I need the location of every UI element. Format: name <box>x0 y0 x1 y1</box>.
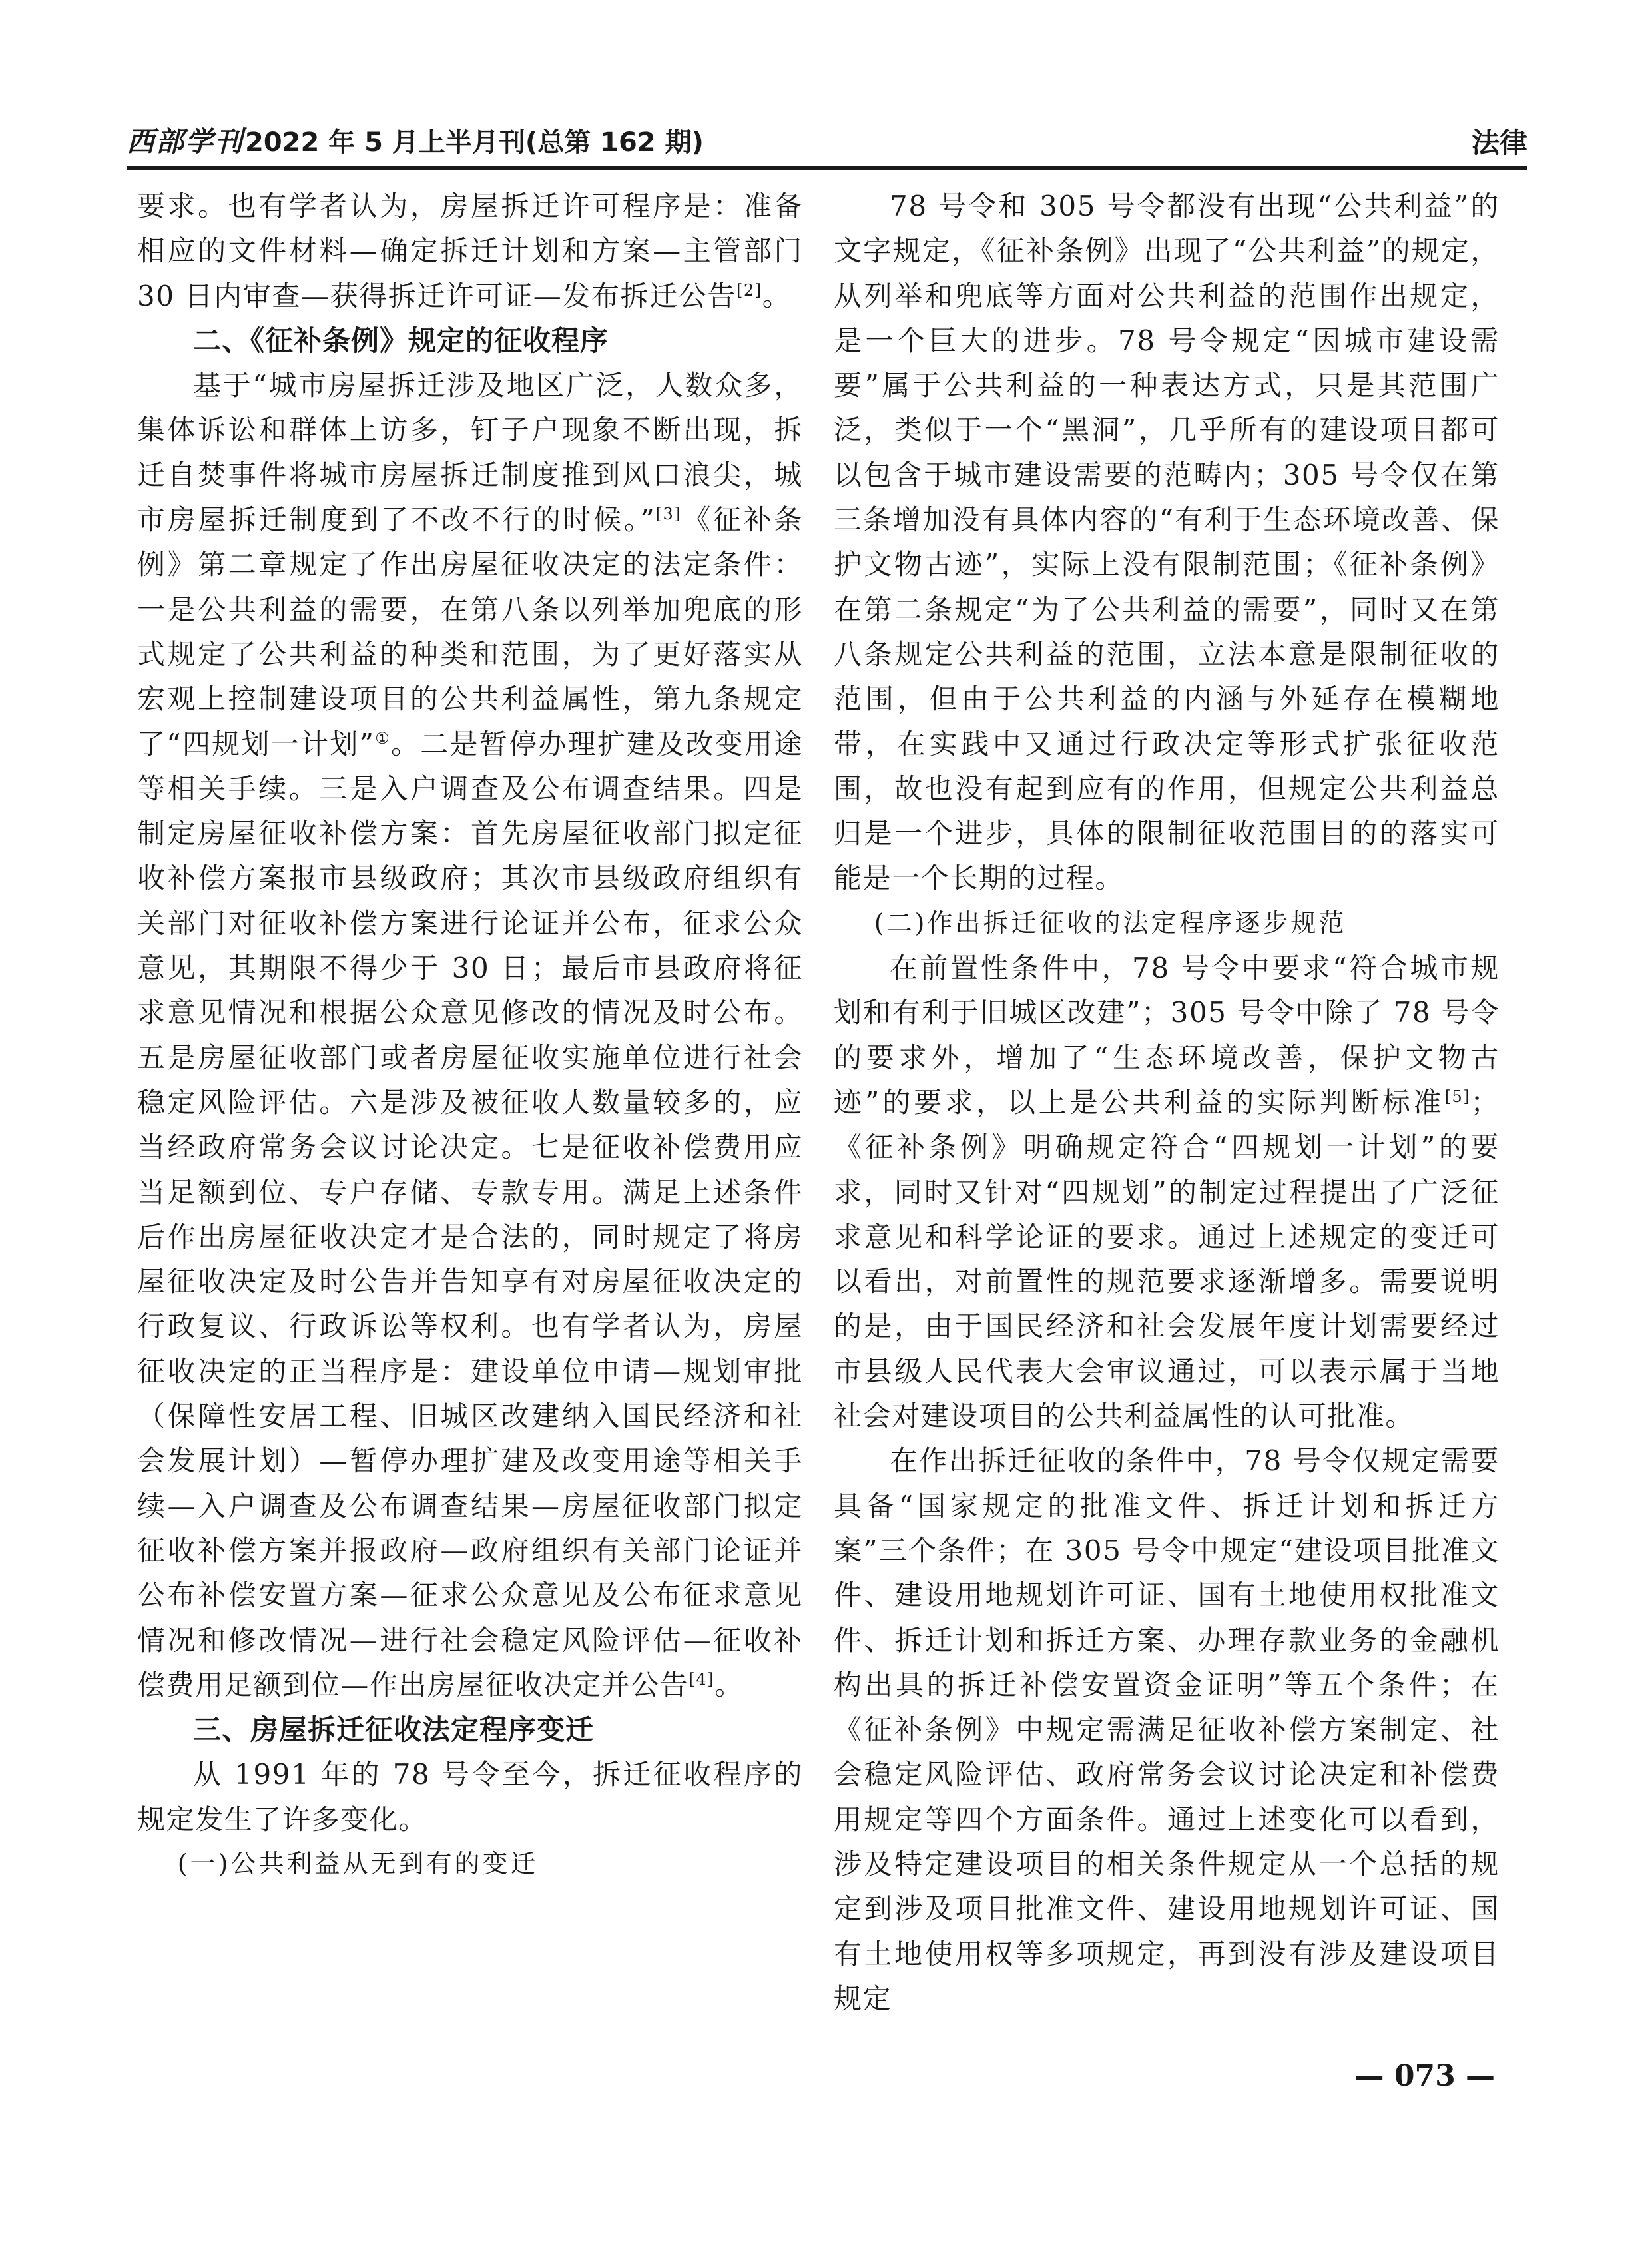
citation-ref: [5] <box>1444 1087 1471 1106</box>
header-rule <box>127 166 1527 170</box>
running-header <box>127 119 1527 165</box>
paragraph: 从 1991 年的 78 号令至今，拆迁征收程序的规定发生了许多变化。 <box>137 1758 803 1836</box>
journal-logo: 西部学刊 <box>127 125 244 158</box>
footnote-marker: ① <box>374 728 392 748</box>
issue-info: 2022 年 5 月上半月刊(总第 162 期) <box>245 127 704 158</box>
paragraph: 78 号令和 305 号令都没有出现“公共利益”的文字规定，《征补条例》出现了“公共利益”的规定，从列举和兜底等方面对公共利益的范围作出规定，是一个巨大的进步。78 号令规定“因城市建设需要”属于公共利益的一种表达方式，只是其范围广泛，类似于一个“黑洞”，几乎所有的建设项目都可以包含于城市建设需要的范畴内；305 号令仅在第三条增加没有具体内容的“有利于生态环境改善、保护文物古迹”，实际上没有限制范围；《征补条例》在第二条规定“为了公共利益的需要”，同时又在第八条规定公共利益的范围，立法本意是限制征收的范围，但由于公共利益的内涵与外延存在模糊地带，在实践中又通过行政决定等形式扩张征收范围，故也没有起到应有的作用，但规定公共利益总归是一个进步，具体的限制征收范围目的的落实可能是一个长期的过程。 <box>834 190 1500 895</box>
paragraph: 在前置性条件中，78 号令中要求“符合城市规划和有利于旧城区改建”；305 号令中除了 78 号令的要求外，增加了“生态环境改善，保护文物古迹”的要求，以上是公共利益的实际判断标准[5]；《征补条例》明确规定符合“四规划一计划”的要求，同时又针对“四规划”的制定过程提出了广泛征求意见和科学论证的要求。通过上述规定的变迁可以看出，对前置性的规范要求逐渐增多。需要说明的是，由于国民经济和社会发展年度计划需要经过市县级人民代表大会审议通过，可以表示属于当地社会对建设项目的公共利益属性的认可批准。 <box>834 952 1500 1433</box>
paragraph: 基于“城市房屋拆迁涉及地区广泛，人数众多，集体诉讼和群体上访多，钉子户现象不断出现，拆迁自焚事件将城市房屋拆迁制度推到风口浪尖，城市房屋拆迁制度到了不改不行的时候。”[3]《征补条例》第二章规定了作出房屋征收决定的法定条件：一是公共利益的需要，在第八条以列举加兜底的形式规定了公共利益的种类和范围，为了更好落实从宏观上控制建设项目的公共利益属性，第九条规定了“四规划一计划”①。二是暂停办理扩建及改变用途等相关手续。三是入户调查及公布调查结果。四是制定房屋征收补偿方案：首先房屋征收部门拟定征收补偿方案报市县级政府；其次市县级政府组织有关部门对征收补偿方案进行论证并公布，征求公众意见，其期限不得少于 30 日；最后市县政府将征求意见情况和根据公众意见修改的情况及时公布。五是房屋征收部门或者房屋征收实施单位进行社会稳定风险评估。六是涉及被征收人数量较多的，应当经政府常务会议讨论决定。七是征收补偿费用应当足额到位、专户存储、专款专用。满足上述条件后作出房屋征收决定才是合法的，同时规定了将房屋征收决定及时公告并告知享有对房屋征收决定的行政复议、行政诉讼等权利。也有学者认为，房屋征收决定的正当程序是：建设单位申请—规划审批（保障性安居工程、旧城区改建纳入国民经济和社会发展计划）—暂停办理扩建及改变用途等相关手续—入户调查及公布调查结果—房屋征收部门拟定征收补偿方案并报政府—政府组织有关部门论证并公布补偿安置方案—征求公众意见及公布征求意见情况和修改情况—进行社会稳定风险评估—征收补偿费用足额到位—作出房屋征收决定并公告[4]。 <box>137 369 803 1701</box>
section-label: 法律 <box>1471 127 1527 159</box>
section-heading: 二、《征补条例》规定的征收程序 <box>193 324 609 357</box>
section-heading: 三、房屋拆迁征收法定程序变迁 <box>193 1713 595 1747</box>
citation-ref: [4] <box>688 1669 715 1689</box>
paragraph: 要求。也有学者认为，房屋拆迁许可程序是：准备相应的文件材料—确定拆迁计划和方案—主管部门 30 日内审查—获得拆迁许可证—发布拆迁公告[2]。 <box>137 190 803 312</box>
paragraph: 在作出拆迁征收的条件中，78 号令仅规定需要具备“国家规定的批准文件、拆迁计划和拆迁方案”三个条件；在 305 号令中规定“建设项目批准文件、建设用地规划许可证、国有土地使用权批准文件、拆迁计划和拆迁方案、办理存款业务的金融机构出具的拆迁补偿安置资金证明”等五个条件；在《征补条例》中规定需满足征收补偿方案制定、社会稳定风险评估、政府常务会议讨论决定和补偿费用规定等四个方面条件。通过上述变化可以看到，涉及特定建设项目的相关条件规定从一个总括的规定到涉及项目批准文件、建设用地规划许可证、国有土地使用权等多项规定，再到没有涉及建设项目规定 <box>834 1444 1500 2015</box>
citation-ref: [2] <box>736 280 762 300</box>
page-number: — 073 — <box>1354 2059 1495 2093</box>
citation-ref: [3] <box>655 505 682 524</box>
right-column <box>834 184 1500 2021</box>
subsection-heading: (二)作出拆迁征收的法定程序逐步规范 <box>874 908 1347 938</box>
left-column <box>137 184 803 1886</box>
subsection-heading: (一)公共利益从无到有的变迁 <box>177 1848 539 1878</box>
